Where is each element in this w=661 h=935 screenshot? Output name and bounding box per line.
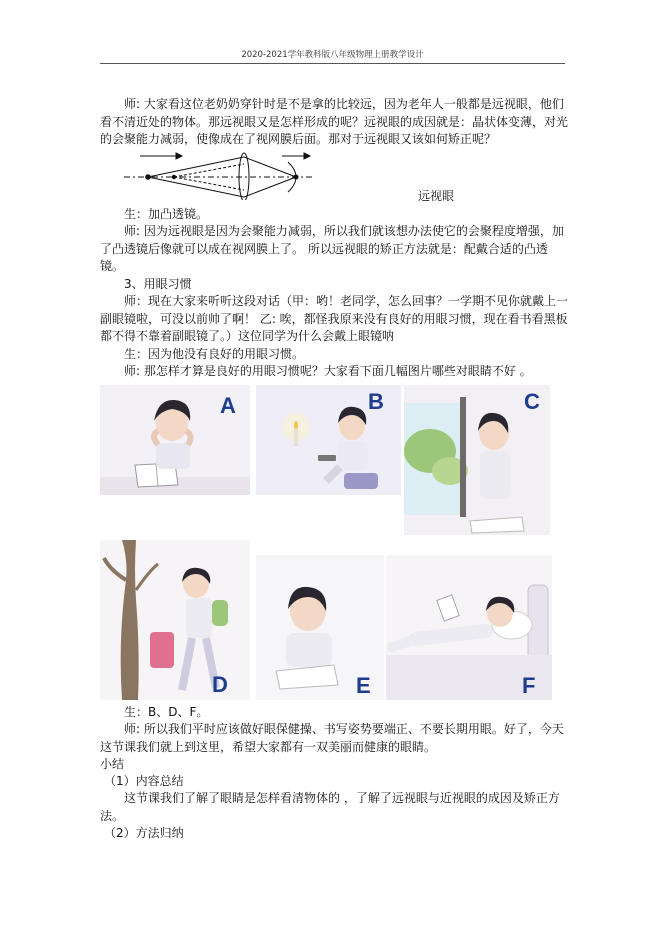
paragraph-teacher-hyperopia: 师: 大家看这位老奶奶穿针时是不是拿的比较远，因为老年人一般都是远视眼，他们看不清近处的物体。那远视眼又是怎样形成的呢？远视眼的成因就是：晶状体变薄，对光的会聚能力减弱，使像成在了视网膜后面。那对于远视眼又该如何矫正呢？ bbox=[100, 97, 569, 146]
panel-f-label: F bbox=[522, 673, 536, 698]
answer-habit: 生：因为他没有良好的用眼习惯。 bbox=[124, 347, 305, 361]
summary-heading: 小结 bbox=[100, 757, 125, 771]
panel-c-label: C bbox=[524, 389, 540, 414]
panel-f-reading-lying-down bbox=[386, 555, 552, 700]
panel-a-reading-hands-on-face bbox=[100, 385, 250, 495]
answer-bad-habits: 生：B、D、F。 bbox=[124, 705, 209, 719]
panel-e-writing-properly bbox=[256, 555, 384, 700]
panel-b-reading-in-dim-light bbox=[256, 385, 401, 495]
paragraph-correction: 师: 因为远视眼是因为会聚能力减弱，所以我们就该想办法使它的会聚程度增强，加了凸透镜后像就可以成在视网膜上了。 所以远视眼的矫正方法就是：配戴合适的凸透镜。 bbox=[100, 224, 564, 273]
panel-c-reading-at-window bbox=[404, 385, 550, 535]
section-heading-eye-habits: 3、用眼习惯 bbox=[124, 277, 192, 291]
diagram-caption: 远视眼 bbox=[418, 189, 455, 203]
panel-d-reading-while-walking bbox=[100, 540, 250, 700]
page-header: 2020-2021学年教科版八年级物理上册教学设计 bbox=[100, 48, 565, 64]
panel-b-label: B bbox=[368, 389, 384, 414]
paragraph-dialogue: 师：现在大家来听听这段对话（甲：哟！老同学，怎么回事？一学期不见你就戴上一副眼镜啦，可没以前帅了啊！ 乙: 唉，都怪我原来没有良好的用眼习惯，现在看书看黑板都不得不靠着副眼镜了。）这位同学为什么会戴上眼镜呐 bbox=[100, 294, 569, 343]
summary-content-body: 这节课我们了解了眼睛是怎样看清物体的 ，了解了远视眼与近视眼的成因及矫正方法。 bbox=[100, 791, 560, 823]
panel-e-label: E bbox=[356, 673, 371, 698]
summary-method-heading: （2）方法归纳 bbox=[104, 826, 184, 840]
panel-a-label: A bbox=[220, 393, 236, 418]
paragraph-closing: 师: 所以我们平时应该做好眼保健操、书写姿势要端正、不要长期用眼。好了，今天这节课我们就上到这里，希望大家都有一双美丽而健康的眼睛。 bbox=[100, 722, 564, 754]
answer-convex-lens: 生：加凸透镜。 bbox=[124, 207, 209, 221]
paragraph-question-images: 师: 那怎样才算是良好的用眼习惯呢？大家看下面几幅图片哪些对眼睛不好 。 bbox=[124, 364, 532, 378]
hyperopia-ray-diagram bbox=[118, 148, 318, 200]
panel-d-label: D bbox=[212, 672, 228, 697]
summary-content-heading: （1）内容总结 bbox=[104, 774, 184, 788]
